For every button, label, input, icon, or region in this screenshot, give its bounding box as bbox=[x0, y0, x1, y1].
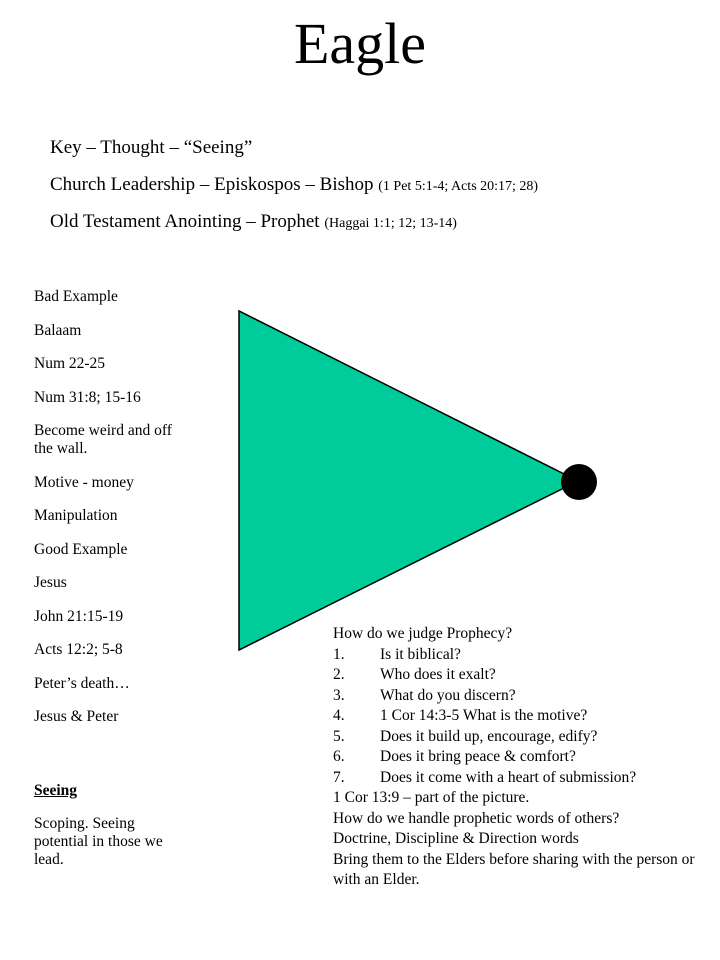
left-item: Balaam bbox=[34, 321, 82, 339]
left-item: Jesus & Peter bbox=[34, 708, 119, 725]
key-line-main: Church Leadership – Episkospos – Bishop bbox=[50, 174, 379, 195]
left-item: Jesus bbox=[34, 574, 67, 591]
question-number: 4. bbox=[333, 707, 345, 724]
prophecy-note: 1 Cor 13:9 – part of the picture. bbox=[333, 789, 530, 806]
question-text: Does it come with a heart of submission? bbox=[380, 768, 637, 786]
prophecy-note: Bring them to the Elders before sharing with the person or with an Elder. bbox=[333, 850, 695, 888]
left-column bbox=[34, 288, 184, 885]
question-number: 7. bbox=[333, 768, 345, 786]
prophecy-question bbox=[333, 727, 713, 748]
spacer bbox=[34, 742, 184, 782]
prophecy-heading: How do we judge Prophecy? bbox=[333, 625, 513, 642]
prophecy-note: How do we handle prophetic words of others? bbox=[333, 809, 620, 827]
prophecy-question bbox=[333, 686, 713, 707]
left-item: Bad Example bbox=[34, 288, 118, 305]
left-item: Become weird and off the wall. bbox=[34, 422, 172, 457]
question-number: 1. bbox=[333, 645, 345, 663]
key-line-ref: (1 Pet 5:1-4; Acts 20:17; 28) bbox=[378, 179, 539, 194]
left-item: Num 31:8; 15-16 bbox=[34, 388, 141, 406]
left-item: Acts 12:2; 5-8 bbox=[34, 641, 123, 658]
key-line-main: Key – Thought – “Seeing” bbox=[50, 137, 253, 158]
prophecy-question bbox=[333, 665, 713, 686]
left-item: Peter’s death… bbox=[34, 674, 130, 692]
page-title: Eagle bbox=[293, 11, 427, 76]
question-text: Who does it exalt? bbox=[380, 666, 496, 683]
prophecy-section bbox=[333, 624, 713, 891]
prophecy-question bbox=[333, 747, 713, 768]
question-text: Does it build up, encourage, edify? bbox=[380, 727, 598, 745]
key-line-main: Old Testament Anointing – Prophet bbox=[50, 211, 325, 232]
prophecy-question bbox=[333, 645, 713, 666]
seeing-text: Scoping. Seeing potential in those we lead. bbox=[34, 815, 163, 868]
question-text: Does it bring peace & comfort? bbox=[380, 748, 576, 765]
triangle-shape bbox=[239, 311, 578, 650]
question-number: 6. bbox=[333, 748, 345, 765]
seeing-heading: Seeing bbox=[34, 781, 78, 799]
left-item: Num 22-25 bbox=[34, 355, 106, 372]
question-text: 1 Cor 14:3-5 What is the motive? bbox=[380, 707, 588, 724]
key-line-ref: (Haggai 1:1; 12; 13-14) bbox=[324, 216, 457, 231]
prophecy-question bbox=[333, 768, 713, 789]
left-item: John 21:15-19 bbox=[34, 607, 124, 625]
left-item: Good Example bbox=[34, 540, 128, 558]
left-item: Motive - money bbox=[34, 473, 134, 491]
prophecy-note: Doctrine, Discipline & Direction words bbox=[333, 830, 579, 847]
question-text: What do you discern? bbox=[380, 686, 516, 704]
question-number: 5. bbox=[333, 727, 345, 745]
question-number: 2. bbox=[333, 666, 345, 683]
apex-dot bbox=[561, 464, 597, 500]
left-item: Manipulation bbox=[34, 507, 118, 524]
question-text: Is it biblical? bbox=[380, 645, 461, 663]
question-number: 3. bbox=[333, 686, 345, 704]
prophecy-question bbox=[333, 706, 713, 727]
